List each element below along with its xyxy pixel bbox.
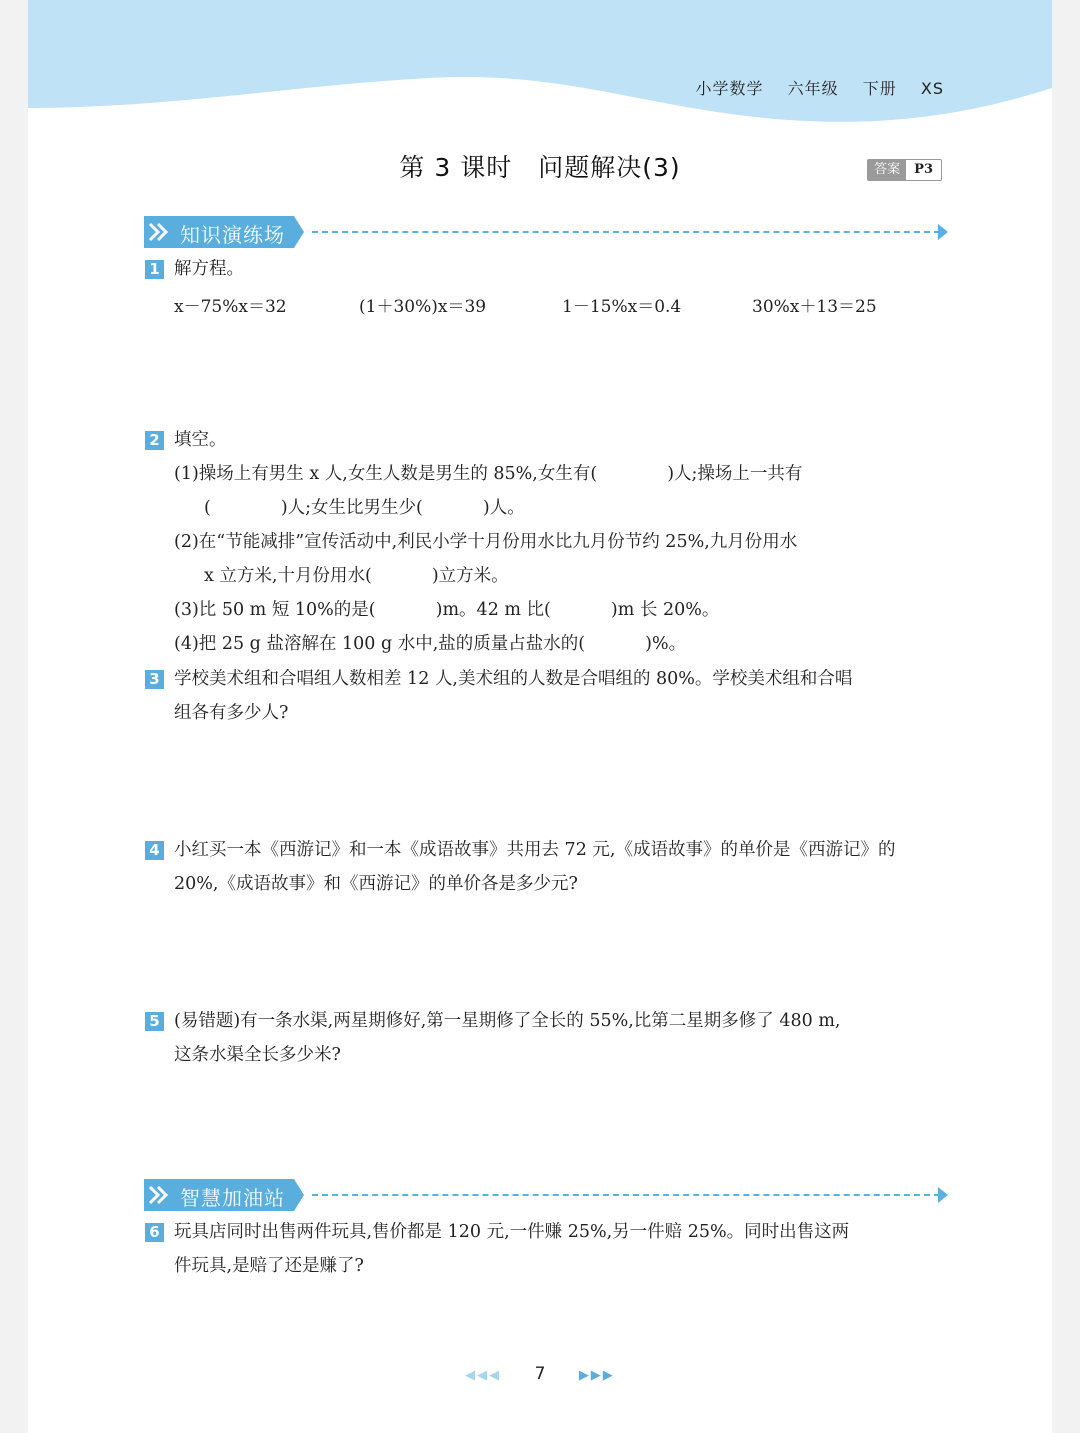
q5-line-1: (易错题)有一条水渠,两星期修好,第一星期修了全长的 55%,比第二星期多修了 480 m,: [174, 1011, 841, 1031]
q2-p1e: )人。: [482, 498, 525, 518]
q6-line-2: 件玩具,是赔了还是赚了?: [174, 1256, 364, 1276]
q2-part-1-line-1: [174, 462, 802, 486]
q1-equation-4: 30%x＋13＝25: [752, 297, 877, 317]
answer-label: 答案: [868, 160, 906, 180]
prev-page-icon[interactable]: ◀◀◀: [465, 1368, 502, 1383]
question-number-5: 5: [145, 1012, 164, 1031]
worksheet-page: [28, 0, 1052, 1433]
q3-line-2: 组各有多少人?: [174, 703, 289, 723]
header-wave-banner: [28, 0, 1052, 130]
page-number: 7: [534, 1364, 546, 1384]
page-title: 第 3 课时 问题解决(3): [399, 153, 681, 182]
question-number-4: 4: [145, 841, 164, 860]
q2-part-1-line-2: [204, 496, 525, 520]
q2-p4b: )%。: [645, 634, 687, 654]
q2-p1d: )人;女生比男生少(: [280, 498, 423, 518]
header-subject: 小学数学: [695, 79, 764, 98]
section-title-practice: 知识演练场: [180, 223, 285, 247]
section-divider-line: [312, 231, 940, 233]
header-edition: XS: [920, 79, 944, 98]
q1-prompt: 解方程。: [174, 259, 244, 279]
next-page-icon[interactable]: ▶▶▶: [578, 1368, 615, 1383]
q4-line-2: 20%,《成语故事》和《西游记》的单价各是多少元?: [174, 874, 578, 894]
q2-p4a: (4)把 25 g 盐溶解在 100 g 水中,盐的质量占盐水的(: [174, 634, 586, 654]
question-number-2: 2: [145, 431, 164, 450]
q2-part-3: [174, 598, 719, 622]
header-grade: 六年级: [787, 79, 839, 98]
answer-tag[interactable]: [867, 159, 942, 181]
q2-p1a: (1)操场上有男生 x 人,女生人数是男生的 85%,女生有(: [174, 464, 598, 484]
q2-p2b: x 立方米,十月份用水(: [204, 566, 372, 586]
question-number-1: 1: [145, 260, 164, 279]
q6-line-1: 玩具店同时出售两件玩具,售价都是 120 元,一件赚 25%,另一件赔 25%。同时出售这两: [174, 1222, 850, 1242]
q3-line-1: 学校美术组和合唱组人数相差 12 人,美术组的人数是合唱组的 80%。学校美术组和合唱: [174, 669, 853, 689]
q2-part-2-line-2: [204, 564, 509, 588]
q2-p3b: )m。42 m 比(: [435, 600, 551, 620]
page-footer-nav: [28, 1364, 1052, 1384]
q2-p3a: (3)比 50 m 短 10%的是(: [174, 600, 376, 620]
q2-part-4: [174, 632, 686, 656]
q2-p3c: )m 长 20%。: [610, 600, 720, 620]
q5-line-2: 这条水渠全长多少米?: [174, 1045, 341, 1065]
q2-p1b: )人;操场上一共有: [667, 464, 803, 484]
section-header-wisdom: [144, 1179, 944, 1213]
q2-prompt: 填空。: [174, 430, 227, 450]
q1-equation-1: x－75%x＝32: [174, 297, 287, 317]
q2-p1c: (: [204, 498, 211, 518]
section-header-practice: [144, 216, 944, 250]
q1-equation-3: 1－15%x＝0.4: [562, 297, 682, 317]
section-divider-line: [312, 1194, 940, 1196]
question-number-6: 6: [145, 1223, 164, 1242]
header-volume: 下册: [862, 79, 897, 98]
header-meta: [678, 76, 944, 99]
q2-p2c: )立方米。: [431, 566, 509, 586]
question-number-3: 3: [145, 670, 164, 689]
section-title-wisdom: 智慧加油站: [180, 1186, 285, 1210]
q1-equation-2: (1＋30%)x＝39: [359, 297, 487, 317]
arrow-right-icon: [938, 1187, 948, 1203]
q4-line-1: 小红买一本《西游记》和一本《成语故事》共用去 72 元,《成语故事》的单价是《西游记》的: [174, 840, 896, 860]
answer-page: P3: [914, 162, 933, 177]
arrow-right-icon: [938, 224, 948, 240]
q2-part-2-line-1: (2)在“节能减排”宣传活动中,利民小学十月份用水比九月份节约 25%,九月份用水: [174, 532, 798, 552]
